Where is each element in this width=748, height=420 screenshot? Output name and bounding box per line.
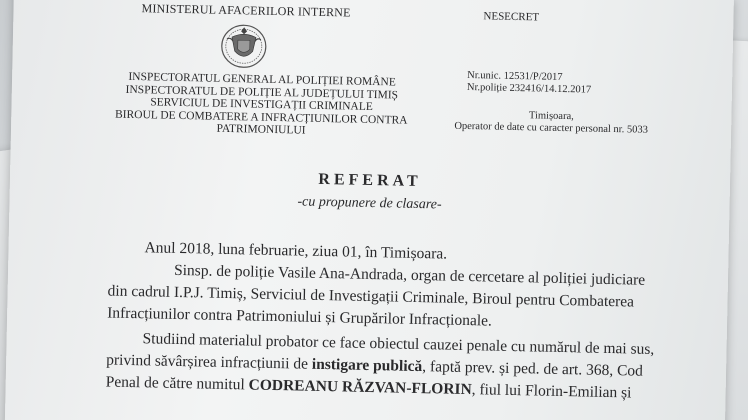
city: Timișoara,	[528, 110, 574, 123]
institution-line: SERVICIUL DE INVESTIGAȚII CRIMINALE	[150, 96, 373, 113]
paragraph-study-line: Studiind materialul probator ce face obiectul cauzei penale cu numărul de mai sus,	[142, 330, 655, 358]
institution-line: BIROUL DE COMBATERE A INFRACȚIUNILOR CONTRA	[114, 108, 408, 127]
coat-of-arms-icon	[218, 19, 269, 70]
paragraph-date: Anul 2018, luna februarie, ziua 01, în Timișoara.	[144, 239, 448, 263]
text-run: , fiul lui Florin-Emilian și	[471, 381, 632, 402]
institution-block	[111, 71, 412, 140]
suspect-name: CODREANU RĂZVAN-FLORIN	[248, 376, 472, 399]
nr-unic: Nr.unic. 12531/P/2017	[467, 69, 563, 83]
ministry-name: MINISTERUL AFACERILOR INTERNE	[141, 1, 351, 20]
document-title: REFERAT	[318, 170, 422, 191]
paragraph-officer-line: Infracțiunilor contra Patrimoniului și Grupărilor Infracționale.	[106, 304, 493, 330]
nr-politie: Nr.poliție 232416/14.12.2017	[466, 81, 592, 96]
paragraph-officer-line: Sinsp. de poliție Vasile Ana-Andrada, organ de cercetare al poliției judiciare	[173, 261, 646, 289]
location-block	[441, 108, 661, 137]
paragraph-officer-line: din cadrul I.P.J. Timiș, Serviciul de Investigații Criminale, Biroul pentru Combaterea	[107, 282, 635, 311]
text-run: privind săvârșirea infracțiunii de	[106, 351, 313, 373]
document-subtitle: -cu propunere de clasare-	[297, 194, 442, 213]
reference-numbers	[467, 70, 592, 97]
classification-label: NESECRET	[483, 10, 540, 24]
text-run: Penal de către numitul	[105, 373, 249, 394]
operator-line: Operator de date cu caracter personal nr. 5033	[454, 120, 649, 136]
institution-line: INSPECTORATUL DE POLIȚIE AL JUDEȚULUI TIMIȘ	[125, 83, 399, 102]
document-page	[5, 0, 734, 420]
document-body	[46, 235, 748, 407]
text-run: , faptă prev. și ped. de art. 368, Cod	[422, 358, 644, 380]
institution-line: PATRIMONIULUI	[216, 122, 306, 137]
institution-line: INSPECTORATUL GENERAL AL POLIȚIEI ROMÂNE	[128, 70, 396, 89]
offense-name: instigare publică	[311, 355, 423, 376]
